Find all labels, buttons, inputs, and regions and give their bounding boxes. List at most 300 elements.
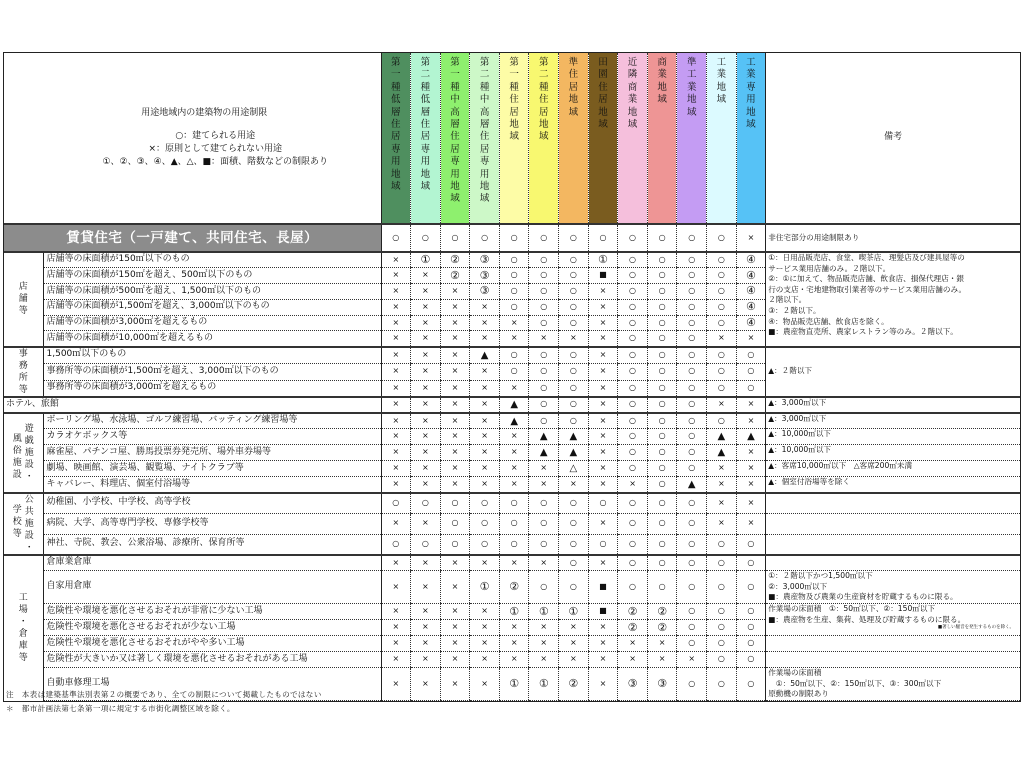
remark-cell — [766, 668, 1020, 701]
restriction-cell: ○ — [677, 620, 707, 636]
remark-cell — [766, 493, 1020, 514]
remark-line: ２階以下。 — [768, 295, 807, 305]
restriction-cell: ○ — [559, 224, 589, 252]
zone-header — [736, 53, 766, 224]
restriction-cell: ○ — [707, 636, 737, 652]
restriction-cell: × — [618, 477, 648, 493]
remark-cell: ▲：10,000㎡以下 — [766, 445, 1020, 461]
zone-header-char: 専 — [450, 156, 460, 168]
zone-header-char: 業 — [746, 69, 756, 81]
restriction-cell: ○ — [647, 461, 677, 477]
restriction-cell: × — [440, 461, 470, 477]
restriction-cell: ○ — [618, 331, 648, 347]
row-label: 危険性や環境を悪化させるおそれが非常に少ない工場 — [43, 604, 381, 620]
zone-header-char: 二 — [420, 69, 431, 81]
table-row — [4, 413, 1020, 429]
table-row — [4, 604, 1020, 620]
restriction-cell: × — [470, 668, 500, 701]
restriction-cell: ○ — [677, 397, 707, 413]
restriction-cell: ○ — [707, 571, 737, 604]
table-row — [4, 347, 1020, 364]
restriction-cell: ○ — [736, 604, 766, 620]
zone-header-char: 地 — [716, 81, 727, 93]
restriction-cell: × — [470, 363, 500, 380]
restriction-cell: × — [736, 413, 766, 429]
restriction-cell: ○ — [529, 299, 559, 315]
zone-header — [529, 53, 559, 224]
restriction-cell: ○ — [559, 380, 589, 397]
row-label: 倉庫業倉庫 — [43, 555, 381, 571]
restriction-cell: × — [381, 555, 411, 571]
restriction-cell: × — [381, 413, 411, 429]
zone-header-char: 地 — [509, 119, 519, 131]
restriction-cell: × — [647, 636, 677, 652]
restriction-cell: × — [736, 331, 766, 347]
restriction-cell: ○ — [559, 363, 589, 380]
restriction-cell: ○ — [559, 513, 589, 534]
restriction-cell: ○ — [529, 534, 559, 555]
restriction-cell: ○ — [677, 224, 707, 252]
restriction-cell: × — [411, 513, 441, 534]
restriction-cell: ○ — [736, 363, 766, 380]
restriction-cell: × — [381, 429, 411, 445]
restriction-cell: ○ — [647, 534, 677, 555]
zone-header-char: 域 — [657, 94, 667, 106]
restriction-cell: ① — [499, 668, 529, 701]
restriction-cell: ○ — [677, 315, 707, 331]
remark-line: ①：２階以下かつ1,500㎡以下 — [768, 571, 873, 581]
restriction-cell: × — [381, 380, 411, 397]
restriction-cell: ② — [499, 571, 529, 604]
restriction-cell: ○ — [529, 363, 559, 380]
restriction-cell: ○ — [559, 571, 589, 604]
restriction-cell: ○ — [559, 315, 589, 331]
remark-line: ④：物品販売店舗、飲食店を除く。 — [768, 316, 889, 326]
zone-header-char: 居 — [568, 81, 579, 93]
restriction-cell: × — [588, 620, 618, 636]
restriction-cell: × — [411, 268, 441, 284]
restriction-cell: × — [499, 555, 529, 571]
restriction-cell: ○ — [559, 299, 589, 315]
restriction-cell: × — [411, 477, 441, 493]
category-main — [12, 504, 22, 554]
category-label — [4, 413, 43, 493]
remark-line: 作業場の床面積 — [768, 668, 822, 678]
restriction-cell: ▲ — [677, 477, 707, 493]
remark-line: ■：農産物及び農業の生産資材を貯蔵するものに限る。 — [768, 592, 958, 602]
table-row — [4, 555, 1020, 571]
restriction-cell: ① — [529, 604, 559, 620]
restriction-cell: ○ — [499, 363, 529, 380]
restriction-cell: ○ — [707, 652, 737, 668]
restriction-cell: ④ — [736, 268, 766, 284]
restriction-cell: × — [381, 571, 411, 604]
restriction-cell: × — [559, 652, 589, 668]
remark-cell — [766, 555, 1020, 571]
zone-header — [647, 53, 677, 224]
restriction-cell: ○ — [618, 429, 648, 445]
restriction-cell: ○ — [381, 534, 411, 555]
remark-line: 作業場の床面積 ①：50㎡以下、②：150㎡以下 — [768, 604, 936, 614]
restriction-cell: ○ — [647, 284, 677, 300]
restriction-cell: × — [440, 620, 470, 636]
restriction-cell: × — [559, 331, 589, 347]
category-char: 設 — [12, 469, 22, 480]
restriction-cell: ○ — [499, 299, 529, 315]
restriction-cell: ○ — [736, 534, 766, 555]
restriction-cell: × — [588, 284, 618, 300]
category-char: 遊 — [24, 423, 34, 434]
category-char: 工 — [18, 593, 28, 604]
restriction-cell: ○ — [559, 493, 589, 514]
remark-cell — [766, 513, 1020, 534]
restriction-cell: × — [588, 668, 618, 701]
zone-header-char: 近 — [627, 57, 638, 68]
restriction-cell: ○ — [618, 252, 648, 268]
zone-header-char: 用 — [479, 168, 490, 180]
restriction-cell: ○ — [559, 347, 589, 364]
category-char: 施 — [24, 518, 34, 529]
restriction-cell: ○ — [736, 347, 766, 364]
restriction-cell: × — [529, 461, 559, 477]
restriction-cell: ○ — [647, 299, 677, 315]
restriction-cell: ○ — [529, 513, 559, 534]
restriction-cell: × — [381, 636, 411, 652]
restriction-cell: × — [588, 299, 618, 315]
restriction-cell: ○ — [559, 555, 589, 571]
zone-header-char: 域 — [598, 119, 608, 131]
restriction-cell: × — [647, 652, 677, 668]
restriction-cell: ▲ — [529, 445, 559, 461]
restriction-cell: ○ — [677, 380, 707, 397]
category-label — [4, 555, 43, 701]
zone-header-char: 種 — [539, 81, 549, 93]
zone-header — [440, 53, 470, 224]
restriction-cell: × — [381, 284, 411, 300]
restriction-cell: ○ — [618, 461, 648, 477]
table-row — [4, 224, 1020, 252]
restriction-cell: × — [470, 652, 500, 668]
category-char: 等 — [18, 384, 28, 395]
restriction-cell: × — [588, 413, 618, 429]
remark-line: ①：日用品販売店、食堂、喫茶店、理髪店及び建具屋等の — [768, 253, 965, 262]
row-label: 事務所等の床面積が3,000㎡を超えるもの — [43, 380, 381, 397]
zone-header-char: 地 — [450, 181, 460, 193]
remark-line: サービス業用店舗のみ。２階以下。 — [768, 263, 891, 273]
restriction-cell: × — [381, 363, 411, 380]
zone-header-char: 工 — [716, 57, 727, 68]
restriction-cell: × — [736, 493, 766, 514]
restriction-cell: × — [529, 636, 559, 652]
restriction-cell: × — [470, 461, 500, 477]
zone-header — [559, 53, 589, 224]
restriction-cell: ④ — [736, 299, 766, 315]
restriction-cell: × — [499, 620, 529, 636]
restriction-cell: × — [381, 445, 411, 461]
zone-header-char: 住 — [509, 94, 519, 106]
zone-header-char: 地 — [657, 81, 667, 93]
restriction-cell: × — [588, 397, 618, 413]
table-row — [4, 534, 1020, 555]
zone-header — [470, 53, 500, 224]
zone-header-char: 種 — [391, 81, 401, 93]
restriction-cell: ○ — [677, 555, 707, 571]
restriction-cell: ○ — [677, 668, 707, 701]
rental-housing-label: 賃貸住宅（一戸建て、共同住宅、長屋） — [4, 224, 381, 252]
zone-header-char: 専 — [479, 156, 490, 168]
category-label — [4, 252, 43, 347]
restriction-cell: ② — [440, 268, 470, 284]
zone-header-char: 地 — [598, 106, 608, 118]
restriction-cell: ○ — [677, 331, 707, 347]
restriction-cell: ③ — [470, 268, 500, 284]
zone-header-char: 専 — [746, 81, 756, 93]
zone-header-char: 種 — [509, 81, 519, 93]
restriction-cell: × — [470, 620, 500, 636]
restriction-cell: ○ — [647, 363, 677, 380]
restriction-cell: ○ — [411, 224, 441, 252]
restriction-cell: ○ — [618, 224, 648, 252]
category-char: 舗 — [18, 294, 28, 305]
restriction-cell: × — [440, 668, 470, 701]
restriction-cell: × — [411, 668, 441, 701]
zone-header-char: 層 — [391, 106, 401, 118]
restriction-cell: × — [470, 397, 500, 413]
zone-header-char: 住 — [598, 81, 608, 93]
remark-cell: ▲：客席10,000㎡以下 △客席200㎡未満 — [766, 461, 1020, 477]
zone-header-char: 業 — [686, 81, 697, 93]
restriction-cell: ○ — [381, 493, 411, 514]
restriction-cell: ○ — [618, 347, 648, 364]
restriction-cell: × — [411, 299, 441, 315]
category-char: ・ — [24, 542, 34, 553]
restriction-cell: × — [411, 445, 441, 461]
restriction-cell: ○ — [647, 513, 677, 534]
restriction-cell: × — [381, 461, 411, 477]
restriction-cell: × — [588, 652, 618, 668]
restriction-cell: ○ — [736, 380, 766, 397]
restriction-cell: × — [381, 252, 411, 268]
restriction-cell: × — [707, 513, 737, 534]
zone-header-char: 園 — [598, 69, 608, 81]
row-label: 神社、寺院、教会、公衆浴場、診療所、保育所等 — [43, 534, 381, 555]
restriction-cell: ① — [529, 668, 559, 701]
restriction-cell: ○ — [707, 315, 737, 331]
restriction-cell: × — [470, 477, 500, 493]
restriction-cell: × — [381, 397, 411, 413]
zone-header-char: 種 — [479, 81, 490, 93]
restriction-cell: ② — [647, 620, 677, 636]
zone-header-char: 域 — [568, 106, 579, 118]
restriction-cell: ○ — [529, 268, 559, 284]
restriction-cell: ○ — [559, 397, 589, 413]
restriction-cell: × — [411, 284, 441, 300]
restriction-cell: × — [707, 461, 737, 477]
restriction-cell: × — [411, 652, 441, 668]
restriction-cell: ○ — [707, 252, 737, 268]
remark-cell — [766, 534, 1020, 555]
restriction-cell: ○ — [440, 513, 470, 534]
row-label: 危険性や環境を悪化させるおそれが少ない工場 — [43, 620, 381, 636]
restriction-cell: × — [499, 331, 529, 347]
restriction-cell: × — [677, 652, 707, 668]
restriction-cell: × — [470, 445, 500, 461]
restriction-cell: ○ — [618, 363, 648, 380]
category-main — [17, 348, 29, 396]
restriction-cell: × — [736, 224, 766, 252]
restriction-cell: ○ — [707, 284, 737, 300]
restriction-cell: ○ — [618, 513, 648, 534]
restriction-cell: × — [470, 555, 500, 571]
table-title-cell — [4, 53, 381, 224]
restriction-cell: × — [470, 331, 500, 347]
row-label: 店舗等の床面積が500㎡を超え、1,500㎡以下のもの — [43, 284, 381, 300]
table-row — [4, 652, 1020, 668]
zone-header-char: 地 — [627, 106, 638, 118]
zone-header-char: 用 — [391, 156, 401, 168]
category-label — [4, 347, 43, 397]
restriction-cell: ○ — [647, 477, 677, 493]
restriction-cell: ② — [618, 604, 648, 620]
category-char: 等 — [18, 653, 28, 664]
zone-header-char: 地 — [539, 119, 549, 131]
restriction-cell: × — [411, 380, 441, 397]
restriction-cell: ○ — [647, 224, 677, 252]
restriction-cell: × — [440, 604, 470, 620]
restriction-cell: ○ — [647, 493, 677, 514]
restriction-cell: ○ — [618, 284, 648, 300]
zone-header-char: 住 — [391, 119, 401, 131]
remark-line: 行の支店・宅地建物取引業者等のサービス業用店舗のみ。 — [768, 284, 967, 294]
restriction-cell: ○ — [707, 268, 737, 284]
zone-header-char: 専 — [420, 143, 431, 155]
restriction-cell: ○ — [529, 284, 559, 300]
restriction-cell: × — [588, 380, 618, 397]
restriction-cell: ○ — [647, 413, 677, 429]
remark-cell — [766, 347, 1020, 397]
restriction-cell: ○ — [736, 652, 766, 668]
table-row — [4, 477, 1020, 493]
restriction-cell: × — [736, 445, 766, 461]
zone-header-char: 住 — [479, 131, 490, 143]
restriction-cell: × — [440, 571, 470, 604]
category-char: 場 — [18, 605, 28, 616]
remark-cell — [766, 636, 1020, 652]
restriction-cell: ○ — [588, 493, 618, 514]
restriction-cell: × — [381, 513, 411, 534]
restriction-cell: × — [470, 636, 500, 652]
category-char: 戯 — [24, 435, 34, 446]
zone-header-char: 居 — [391, 131, 401, 143]
zone-header-char: 用 — [746, 94, 756, 106]
category-char: 店 — [18, 282, 28, 293]
restriction-cell: ○ — [618, 397, 648, 413]
category-char: 共 — [24, 506, 34, 517]
restriction-cell: × — [736, 477, 766, 493]
restriction-cell: ③ — [618, 668, 648, 701]
restriction-cell: ○ — [470, 513, 500, 534]
restriction-cell: ○ — [529, 224, 559, 252]
zone-header-char: 第 — [420, 57, 431, 68]
row-label: 店舗等の床面積が1,500㎡を超え、3,000㎡以下のもの — [43, 299, 381, 315]
restriction-cell: ○ — [559, 268, 589, 284]
restriction-cell: × — [440, 445, 470, 461]
restriction-cell: × — [707, 477, 737, 493]
restriction-cell: × — [440, 315, 470, 331]
restriction-cell: ② — [559, 668, 589, 701]
restriction-cell: × — [470, 604, 500, 620]
zone-header-char: 住 — [450, 131, 460, 143]
remark-line: ▲：２階以下 — [768, 366, 813, 376]
table-row — [4, 252, 1020, 268]
restriction-cell: ○ — [618, 555, 648, 571]
category-main — [17, 592, 29, 664]
restriction-cell: ○ — [499, 493, 529, 514]
zoning-use-restriction-table — [3, 52, 1021, 702]
restriction-cell: ○ — [588, 224, 618, 252]
zone-header-char: 居 — [539, 106, 549, 118]
zone-header-char: 一 — [509, 69, 519, 81]
restriction-cell: × — [707, 397, 737, 413]
restriction-cell: × — [470, 380, 500, 397]
restriction-cell: × — [381, 620, 411, 636]
restriction-cell: ○ — [470, 493, 500, 514]
remark-line: ②：①に加えて、物品販売店舗、飲食店、損保代理店・銀 — [768, 274, 964, 284]
restriction-cell: ○ — [647, 315, 677, 331]
category-char: 事 — [18, 348, 28, 359]
row-label: ホテル、旅館 — [4, 397, 381, 413]
restriction-cell: ① — [499, 604, 529, 620]
footnote-1: 注 本表は建築基準法別表第２の概要であり、全ての制限について掲載したものではない — [6, 690, 322, 699]
restriction-cell: ③ — [470, 284, 500, 300]
legend-item: ○：建てられる用途 — [175, 131, 256, 141]
restriction-cell: × — [736, 461, 766, 477]
zone-header-char: 田 — [598, 57, 608, 68]
restriction-cell: × — [588, 555, 618, 571]
restriction-cell: × — [529, 555, 559, 571]
restriction-cell: × — [411, 461, 441, 477]
restriction-cell: ○ — [707, 555, 737, 571]
restriction-cell: × — [588, 461, 618, 477]
category-char: 等 — [12, 528, 22, 539]
restriction-cell: ▲ — [736, 429, 766, 445]
restriction-cell: ○ — [647, 555, 677, 571]
restriction-cell: × — [440, 555, 470, 571]
row-label: 幼稚園、小学校、中学校、高等学校 — [43, 493, 381, 514]
restriction-cell: ○ — [499, 252, 529, 268]
restriction-cell: ○ — [677, 268, 707, 284]
restriction-cell: ○ — [707, 604, 737, 620]
row-label: 自家用倉庫 — [43, 571, 381, 604]
restriction-cell: × — [588, 347, 618, 364]
zone-header-char: 第 — [450, 57, 460, 68]
restriction-cell: × — [440, 299, 470, 315]
remark-small-note: ■著しい騒音を発生するものを除く。 — [937, 625, 1014, 631]
restriction-cell: ○ — [618, 534, 648, 555]
table-title: 用途地域内の建築物の用途制限 — [141, 108, 268, 118]
zone-header — [499, 53, 529, 224]
restriction-cell: × — [440, 331, 470, 347]
zone-header-char: 地 — [391, 168, 401, 180]
restriction-cell: × — [499, 652, 529, 668]
restriction-cell: × — [588, 429, 618, 445]
restriction-cell: ② — [618, 620, 648, 636]
restriction-cell: ○ — [647, 252, 677, 268]
remarks-header: 備考 — [766, 53, 1020, 224]
restriction-cell: ○ — [618, 493, 648, 514]
restriction-cell: × — [736, 397, 766, 413]
zone-header — [588, 53, 618, 224]
